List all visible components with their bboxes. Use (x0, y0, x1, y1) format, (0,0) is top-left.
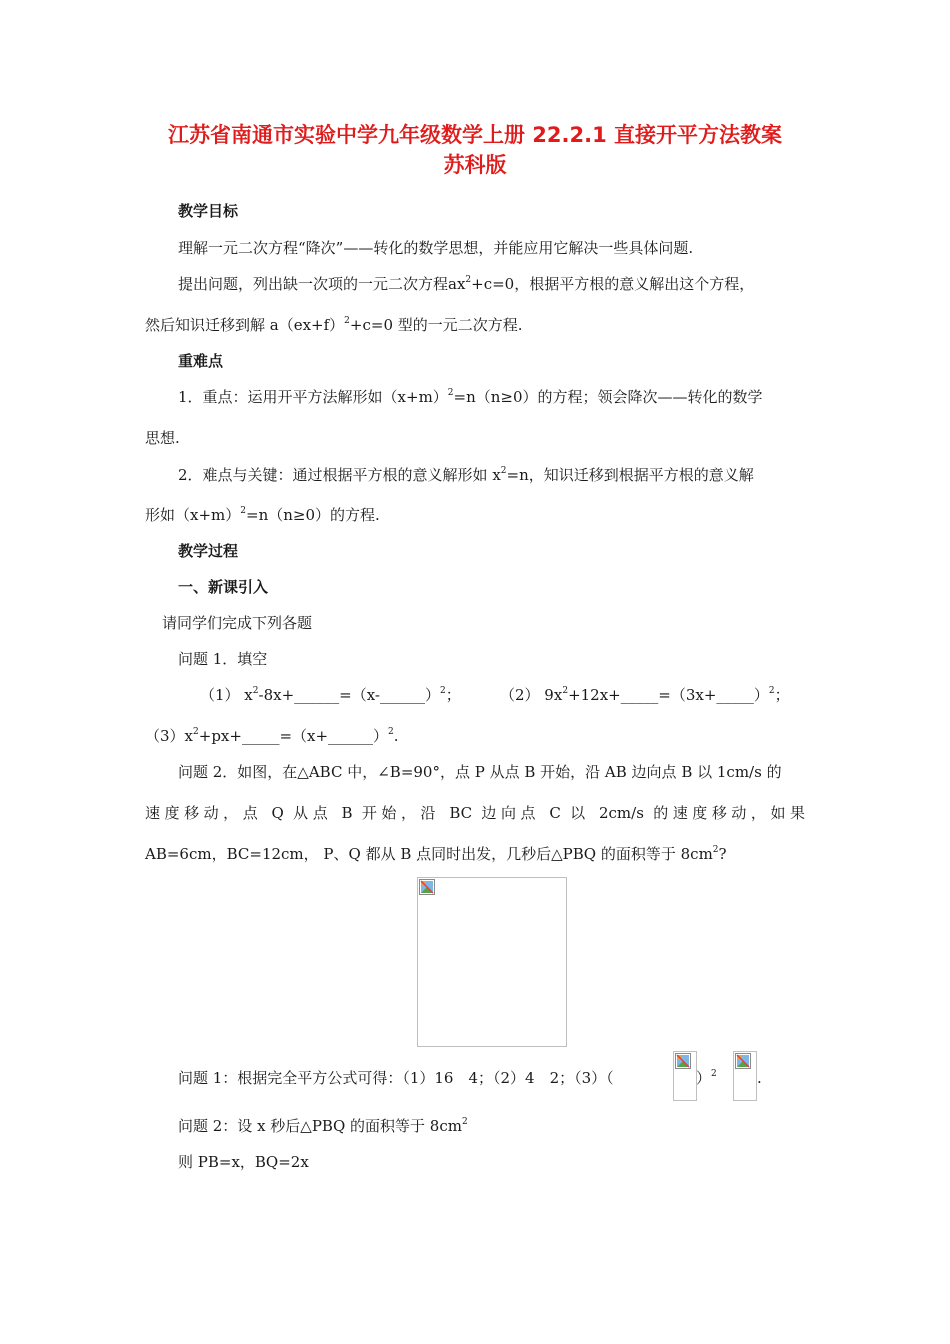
answer-1-period: . (757, 1069, 762, 1087)
key-point-1-line-1: 1．重点：运用开平方法解形如$(x+m)^2=n(n\ge 0)$的方程；领会降次——转化的数学 (178, 388, 763, 406)
answer-2-then: 则 PB=x，BQ=2x (178, 1153, 309, 1171)
question-1-label: 问题 1．填空 (178, 650, 268, 668)
heading-teaching-process: 教学过程 (178, 542, 239, 560)
answer-2-text: 问题 2：设 x 秒后△PBQ 的面积等于 $8cm^2$ (178, 1117, 468, 1135)
answer-1-closing: ）$^2$ (696, 1069, 717, 1087)
intro-instruction: 请同学们完成下列各题 (162, 614, 313, 632)
broken-image-icon (419, 879, 435, 895)
question-1-part-3: $(3)x^2+px+\_\_\_\_\_=(x+\_\_\_\_\_\_)^2$. (145, 727, 399, 745)
answer-1-text: 问题 1：根据完全平方公式可得：（1）16 4；（2）4 2；（3）（ (178, 1069, 614, 1087)
goal-line-2: 提出问题，列出缺一次项的一元二次方程$ax^2+c=0$，根据平方根的意义解出这个方程， (178, 275, 755, 293)
heading-key-points: 重难点 (178, 352, 224, 370)
question-2-line-2: 速度移动，点 Q 从点 B 开始，沿 BC 边向点 C 以 2cm/s 的速度移动，如果 (145, 804, 805, 822)
broken-image-icon (675, 1053, 691, 1069)
heading-new-lesson-intro: 一、新课引入 (178, 578, 269, 596)
key-point-1-line-2: 思想. (145, 429, 180, 447)
triangle-figure-image (417, 877, 567, 1047)
question-1-part-2: （2） $9x^2+12x+\_\_\_\_\_=(3x+\_\_\_\_\_)^2$； (500, 686, 790, 704)
heading-teaching-goals: 教学目标 (178, 202, 239, 220)
question-2-line-3: AB=6cm，BC=12cm， P、Q 都从 B 点同时出发，几秒后△PBQ 的面积等于 $8cm^2$? (145, 845, 727, 863)
document-title-line-1: 江苏省南通市实验中学九年级数学上册 22.2.1 直接开平方法教案 (167, 123, 783, 147)
document-title-line-2: 苏科版 (443, 153, 507, 177)
formula-image-1 (673, 1051, 697, 1101)
key-point-2-line-2: 形如$(x+m)^2=n(n\ge 0)$的方程. (145, 506, 380, 524)
formula-image-2 (733, 1051, 757, 1101)
key-point-2-line-1: 2．难点与关键：通过根据平方根的意义解形如 $x^2=n$，知识迁移到根据平方根的意义解 (178, 466, 754, 484)
question-2-line-1: 问题 2．如图，在△ABC 中，∠B=90°，点 P 从点 B 开始，沿 AB 边向点 B 以 1cm/s 的 (178, 763, 782, 781)
goal-line-3: 然后知识迁移到解 $a(ex+f)^2+c=0$ 型的一元二次方程. (145, 316, 523, 334)
goal-line-1: 理解一元二次方程“降次”——转化的数学思想，并能应用它解决一些具体问题. (178, 239, 694, 257)
broken-image-icon (735, 1053, 751, 1069)
question-1-part-1: （1） $x^2-8x+\_\_\_\_\_\_=(x-\_\_\_\_\_\_)^2$； (200, 686, 461, 704)
